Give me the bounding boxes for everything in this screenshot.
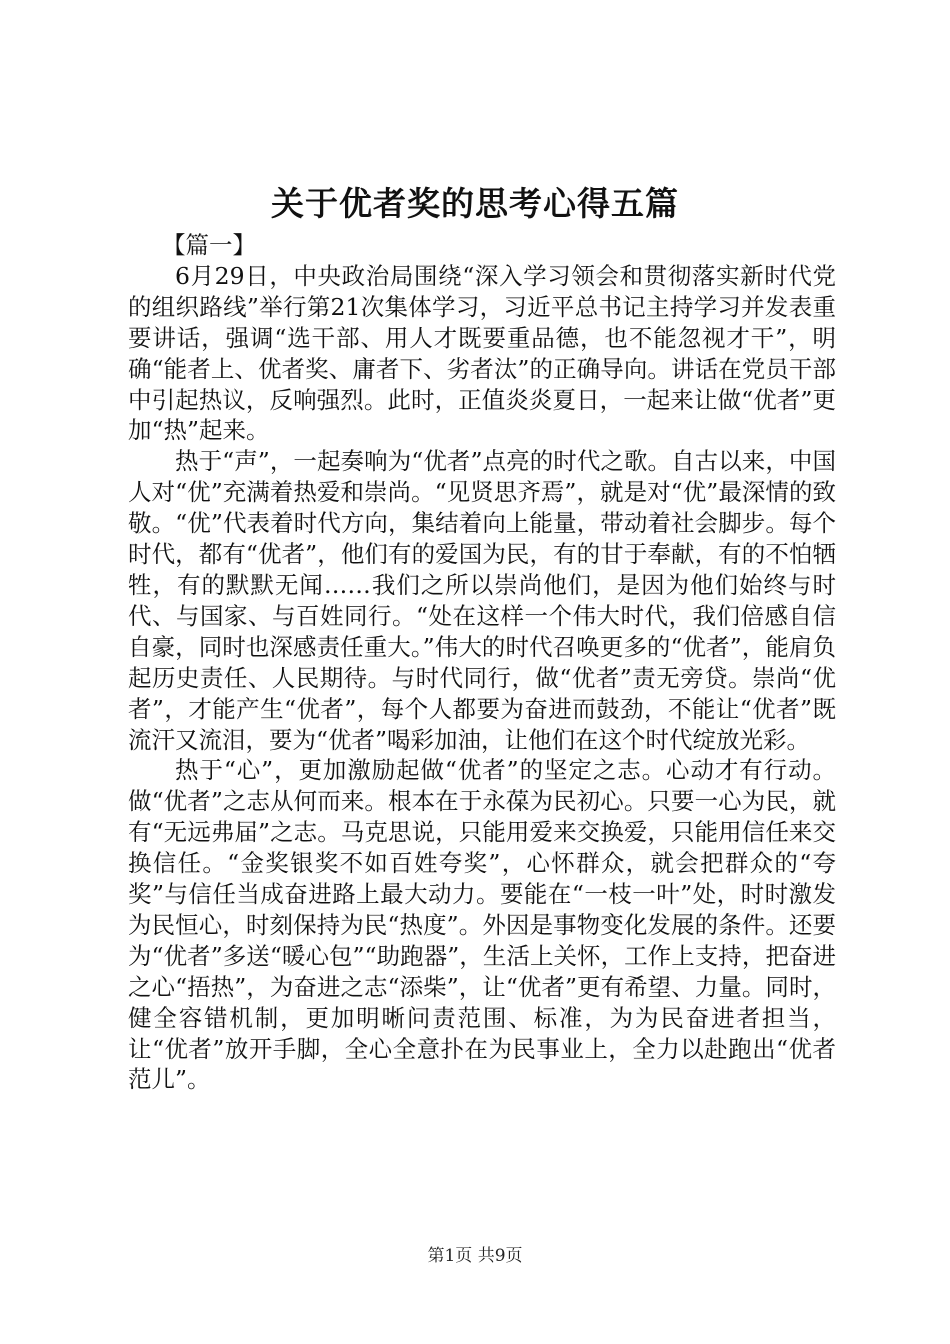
paragraph-1: 6月29日，中央政治局围绕“深入学习领会和贯彻落实新时代党的组织路线”举行第21次集体学习，习近平总书记主持学习并发表重要讲话，强调“选干部、用人才既要重品德，也不能忽视才干”，明确“能者上、优者奖、庸者下、劣者汰”的正确导向。讲话在党员干部中引起热议，反响强烈。此时，正值炎炎夏日，一起来让做“优者”更加“热”起来。 [128,261,836,445]
paragraph-3: 热于“心”，更加激励起做“优者”的坚定之志。心动才有行动。做“优者”之志从何而来。根本在于永葆为民初心。只要一心为民，就有“无远弗届”之志。马克思说，只能用爱来交换爱，只能用信任来交换信任。“金奖银奖不如百姓夸奖”，心怀群众，就会把群众的“夸奖”与信任当成奋进路上最大动力。要能在“一枝一叶”处，时时激发为民恒心，时刻保持为民“热度”。外因是事物变化发展的条件。还要为“优者”多送“暖心包”“助跑器”，生活上关怀，工作上支持，把奋进之心“捂热”，为奋进之志“添柴”，让“优者”更有希望、力量。同时，健全容错机制，更加明晰问责范围、标准，为为民奋进者担当，让“优者”放开手脚，全心全意扑在为民事业上，全力以赴跑出“优者范儿”。 [128,756,836,1094]
page-indicator: 第1页 共9页 [427,1246,523,1266]
document-body [128,230,836,1095]
document-title: 关于优者奖的思考心得五篇 [271,184,679,223]
paragraph-2: 热于“声”，一起奏响为“优者”点亮的时代之歌。自古以来，中国人对“优”充满着热爱和崇尚。“见贤思齐焉”，就是对“优”最深情的致敬。“优”代表着时代方向，集结着向上能量，带动着社会脚步。每个时代，都有“优者”，他们有的爱国为民，有的甘于奉献，有的不怕牺牲，有的默默无闻……我们之所以崇尚他们，是因为他们始终与时代、与国家、与百姓同行。“处在这样一个伟大时代，我们倍感自信自豪，同时也深感责任重大。”伟大的时代召唤更多的“优者”，能肩负起历史责任、人民期待。与时代同行，做“优者”责无旁贷。崇尚“优者”，才能产生“优者”，每个人都要为奋进而鼓劲，不能让“优者”既流汗又流泪，要为“优者”喝彩加油，让他们在这个时代绽放光彩。 [128,447,836,754]
page-footer [0,1245,950,1267]
section-label: 【篇一】 [162,231,256,259]
